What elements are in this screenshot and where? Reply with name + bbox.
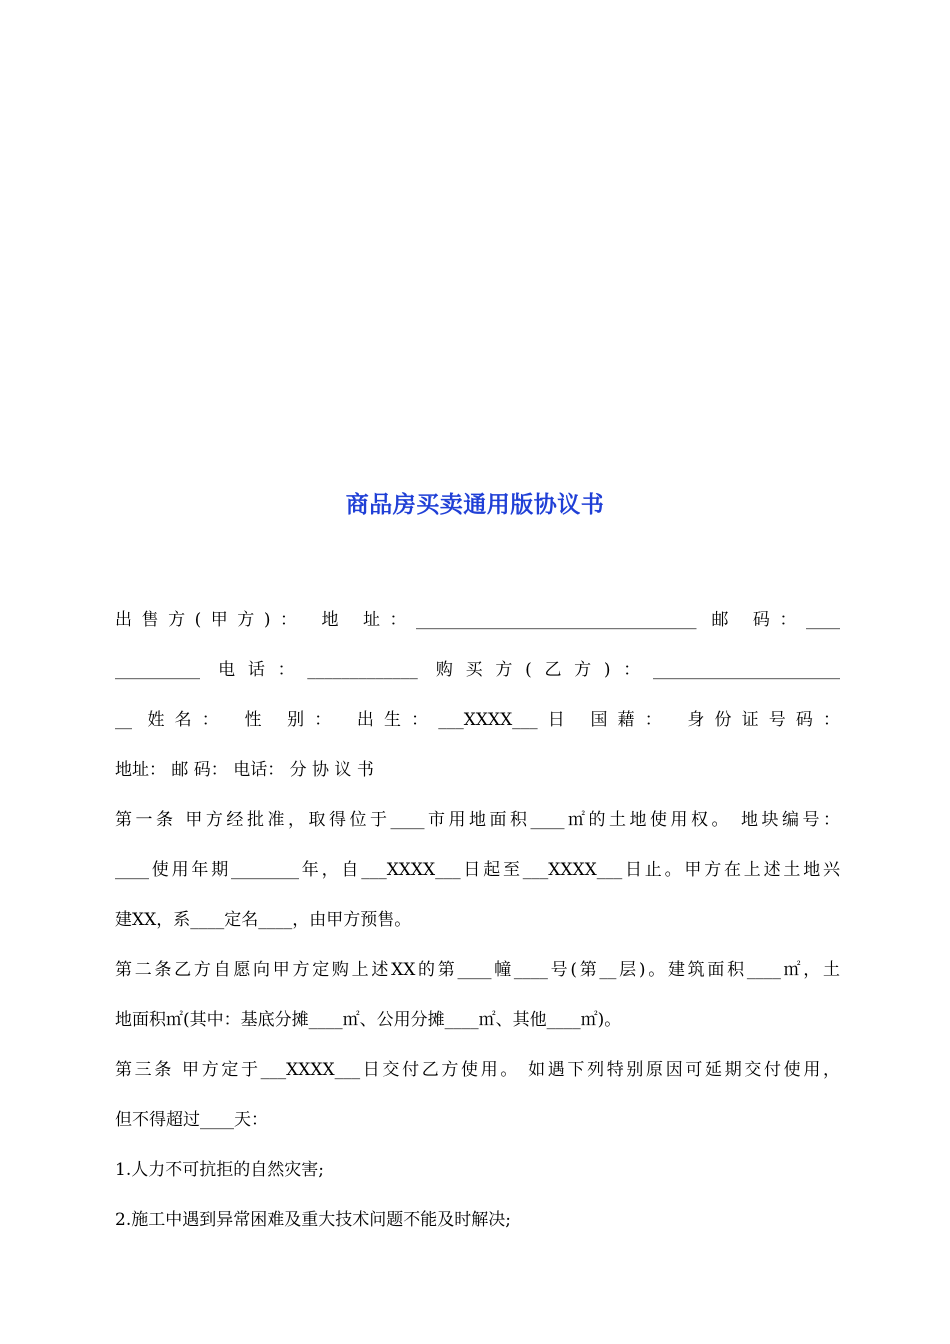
article-1-line-3: 建XX，系____定名____，由甲方预售。 bbox=[115, 910, 412, 930]
article-3-line-1: 第三条 甲方定于___XXXX___日交付乙方使用。 如遇下列特别原因可延期交付使用， bbox=[115, 1060, 840, 1080]
article-2-line-2: 地面积㎡(其中：基底分摊____㎡、公用分摊____㎡、其他____㎡)。 bbox=[115, 1010, 622, 1030]
article-3-line-2: 但不得超过____天： bbox=[115, 1110, 268, 1130]
list-item-1: 1.人力不可抗拒的自然灾害; bbox=[115, 1160, 324, 1180]
body-line-1: 出售方(甲方)： 地 址：_________________________________ 邮 码：____ bbox=[115, 610, 840, 630]
list-item-2: 2.施工中遇到异常困难及重大技术问题不能及时解决; bbox=[115, 1210, 511, 1230]
document-title: 商品房买卖通用版协议书 bbox=[345, 492, 605, 518]
body-line-3: __ 姓名： 性 别： 出生：___XXXX___日 国藉： 身份证号码： bbox=[115, 710, 840, 730]
body-line-4: 地址： 邮 码： 电话： 分 协 议 书 bbox=[115, 760, 374, 780]
body-line-2: __________ 电话：_____________ 购买方(乙方)：______________________ bbox=[115, 660, 840, 680]
article-1-line-1: 第一条 甲方经批准，取得位于____市用地面积____㎡的土地使用权。 地块编号： bbox=[115, 810, 840, 830]
article-1-line-2: ____使用年期________年，自___XXXX___日起至___XXXX___日止。甲方在上述土地兴 bbox=[115, 860, 840, 880]
article-2-line-1: 第二条乙方自愿向甲方定购上述XX的第____幢____号(第__层)。建筑面积____㎡，土 bbox=[115, 960, 840, 980]
document-body bbox=[115, 602, 840, 1252]
